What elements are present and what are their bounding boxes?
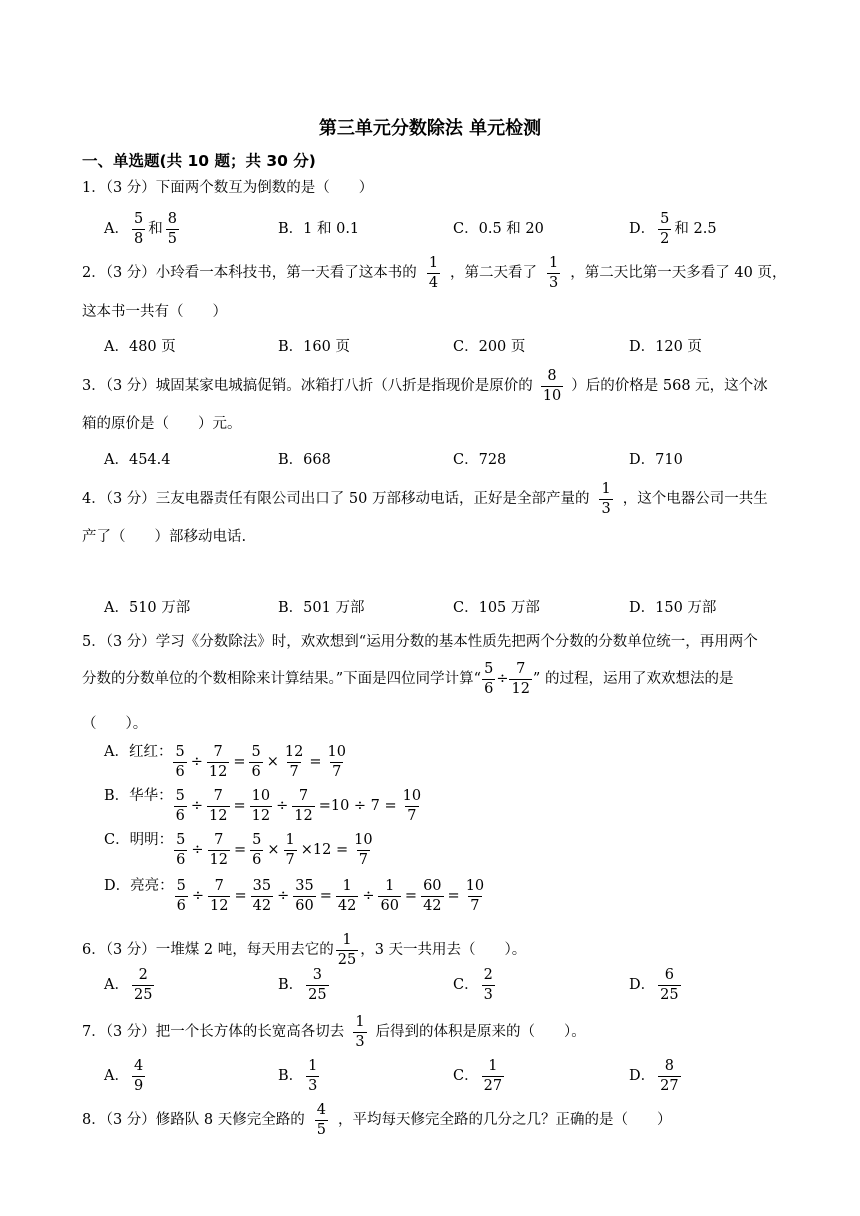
- fraction: $\frac{8}{5}$: [167, 211, 177, 247]
- fraction: $\frac{10}{7}$: [354, 832, 373, 868]
- question-5-line2: 分数的分数单位的个数相除来计算结果。”下面是四位同学计算“ $\frac{5}{6}$ ÷ $\frac{7}{12}$ ” 的过程，运用了欢欢想法的是: [82, 661, 734, 697]
- question-6-option-a: A． $\frac{2}{25}$: [104, 967, 153, 1003]
- question-4-option-a: A．510 万部: [104, 600, 191, 616]
- operator: ÷: [191, 888, 205, 904]
- question-4-option-b: B．501 万部: [278, 600, 365, 616]
- fraction: $\frac{8}{27}$: [660, 1058, 679, 1094]
- expression: [174, 879, 488, 913]
- fraction: $\frac{5}{2}$: [660, 211, 670, 247]
- fraction: $\frac{10}{7}$: [465, 878, 485, 914]
- operator: =: [404, 888, 418, 904]
- fraction: $\frac{1}{3}$: [549, 255, 559, 291]
- fraction: $\frac{5}{6}$: [252, 832, 262, 868]
- question-5-option-d: D．亮亮： $\frac{5}{6}$ ÷ $\frac{7}{12}$ = $\frac{35}{42}$ ÷ $\frac{35}{60}$ = $\frac{1}{42}$ ÷ $\frac{1}{60}$ = $\frac{60}{42}$ = $\frac{10}{7}$: [104, 876, 487, 913]
- operator: =10 ÷ 7 =: [318, 798, 397, 814]
- question-2-option-a: A．480 页: [104, 339, 176, 355]
- question-5-option-c: C．明明： $\frac{5}{6}$ ÷ $\frac{7}{12}$ = $\frac{5}{6}$ × $\frac{1}{7}$ ×12 = $\frac{10}{7}$: [104, 830, 376, 867]
- operator: ÷: [191, 842, 204, 858]
- fraction: $\frac{5}{6}$: [251, 744, 261, 780]
- fraction: $\frac{7}{12}$: [208, 744, 228, 780]
- question-3-option-a: A．454.4: [104, 452, 171, 468]
- operator: =: [233, 754, 246, 770]
- fraction: $\frac{1}{27}$: [483, 1058, 503, 1094]
- operator: =: [234, 888, 247, 904]
- question-6-stem: 6．（3 分）一堆煤 2 吨，每天用去它的 $\frac{1}{25}$ ，3 天一共用去（ ）。: [82, 932, 527, 968]
- fraction: $\frac{1}{25}$: [337, 932, 357, 968]
- fraction: $\frac{1}{3}$: [601, 481, 611, 517]
- fraction: $\frac{7}{12}$: [210, 878, 229, 914]
- question-1-option-d: D． $\frac{5}{2}$ 和 2.5: [629, 211, 717, 247]
- question-5-line3: （ ）。: [82, 716, 148, 732]
- operator: ÷: [190, 754, 203, 770]
- question-7-option-d: D． $\frac{8}{27}$: [629, 1058, 679, 1094]
- fraction: $\frac{60}{42}$: [423, 878, 442, 914]
- question-1-option-a: A． $\frac{5}{8}$ 和 $\frac{8}{5}$: [104, 211, 177, 247]
- question-3-option-b: B．668: [278, 452, 331, 468]
- question-3-option-c: C．728: [453, 452, 507, 468]
- question-2-option-b: B．160 页: [278, 339, 350, 355]
- operator: ×12 =: [300, 842, 349, 858]
- fraction: $\frac{12}{7}$: [284, 744, 304, 780]
- operator: =: [233, 798, 246, 814]
- fraction: $\frac{10}{7}$: [327, 744, 346, 780]
- question-1-option-b: B．1 和 0.1: [278, 221, 360, 237]
- question-8-stem: 8．（3 分）修路队 8 天修完全路的 $\frac{4}{5}$ ，平均每天修完全路的几分之几？正确的是（ ）: [82, 1102, 672, 1138]
- question-1-stem: 1．（3 分）下面两个数互为倒数的是（ ）: [82, 180, 374, 196]
- fraction: $\frac{7}{12}$: [209, 832, 228, 868]
- fraction: $\frac{7}{12}$: [511, 661, 530, 697]
- question-4-line2: 产了（ ）部移动电话.: [82, 529, 247, 545]
- fraction: $\frac{1}{3}$: [355, 1014, 365, 1050]
- fraction: $\frac{6}{25}$: [660, 967, 679, 1003]
- section-heading: 一、单选题(共 10 题；共 30 分): [82, 152, 316, 170]
- question-1-option-c: C．0.5 和 20: [453, 221, 544, 237]
- fraction: $\frac{5}{6}$: [176, 832, 186, 868]
- question-4-option-d: D．150 万部: [629, 600, 717, 616]
- operator: =: [309, 754, 322, 770]
- fraction: $\frac{1}{42}$: [337, 878, 357, 914]
- expression: [173, 789, 424, 823]
- question-4-option-c: C．105 万部: [453, 600, 540, 616]
- fraction: $\frac{4}{5}$: [316, 1102, 326, 1138]
- fraction: $\frac{1}{3}$: [308, 1058, 318, 1094]
- fraction: $\frac{7}{12}$: [294, 788, 313, 824]
- question-3-line2: 箱的原价是（ ）元。: [82, 416, 242, 432]
- question-7-option-b: B． $\frac{1}{3}$: [278, 1058, 318, 1094]
- question-7-option-a: A． $\frac{4}{9}$: [104, 1058, 144, 1094]
- fraction: $\frac{8}{10}$: [542, 368, 562, 404]
- operator: =: [233, 842, 247, 858]
- question-2-line2: 这本书一共有（ ）: [82, 304, 227, 320]
- operator: =: [447, 888, 460, 904]
- expression: [172, 745, 348, 779]
- fraction: $\frac{10}{12}$: [251, 788, 271, 824]
- fraction: $\frac{1}{4}$: [428, 255, 439, 291]
- fraction: $\frac{5}{6}$: [175, 788, 185, 824]
- question-5-option-a: A．红红： $\frac{5}{6}$ ÷ $\frac{7}{12}$ = $\frac{5}{6}$ × $\frac{12}{7}$ = $\frac{10}{7}$: [104, 742, 349, 779]
- fraction: $\frac{5}{6}$: [484, 661, 494, 697]
- question-3-stem: 3．（3 分）城固某家电城搞促销。冰箱打八折（八折是指现价是原价的 $\frac{8}{10}$ ）后的价格是 568 元，这个冰: [82, 368, 768, 404]
- fraction: $\frac{5}{6}$: [175, 744, 185, 780]
- fraction: $\frac{1}{60}$: [380, 878, 399, 914]
- fraction: $\frac{35}{60}$: [295, 878, 314, 914]
- page-title: 第三单元分数除法 单元检测: [318, 118, 542, 139]
- expression: [173, 833, 375, 867]
- question-2-option-d: D．120 页: [629, 339, 702, 355]
- fraction: $\frac{2}{25}$: [133, 967, 153, 1003]
- question-7-option-c: C． $\frac{1}{27}$: [453, 1058, 503, 1094]
- question-5-line1: 5．（3 分）学习《分数除法》时，欢欢想到“运用分数的基本性质先把两个分数的分数单位统一，再用两个: [82, 634, 758, 650]
- fraction: $\frac{5}{6}$: [176, 878, 186, 914]
- operator: ÷: [362, 888, 375, 904]
- question-2-option-c: C．200 页: [453, 339, 526, 355]
- operator: ×: [266, 754, 279, 770]
- question-6-option-c: C． $\frac{2}{3}$: [453, 967, 493, 1003]
- operator: ÷: [276, 798, 289, 814]
- operator: ×: [267, 842, 280, 858]
- question-6-option-b: B． $\frac{3}{25}$: [278, 967, 327, 1003]
- question-4-stem: 4．（3 分）三友电器责任有限公司出口了 50 万部移动电话，正好是全部产量的 $\frac{1}{3}$ ，这个电器公司一共生: [82, 481, 768, 517]
- operator: ÷: [190, 798, 204, 814]
- fraction: $\frac{5}{8}$: [133, 211, 144, 247]
- question-2-stem: 2．（3 分）小玲看一本科技书，第一天看了这本书的 $\frac{1}{4}$ ，第二天看了 $\frac{1}{3}$ ，第二天比第一天多看了 40 页，: [82, 255, 787, 291]
- fraction: $\frac{10}{7}$: [402, 788, 422, 824]
- fraction: $\frac{35}{42}$: [252, 878, 272, 914]
- operator: ÷: [277, 888, 290, 904]
- fraction: $\frac{2}{3}$: [483, 967, 493, 1003]
- operator: =: [319, 888, 332, 904]
- fraction: $\frac{7}{12}$: [209, 788, 228, 824]
- question-6-option-d: D． $\frac{6}{25}$: [629, 967, 679, 1003]
- fraction: $\frac{3}{25}$: [308, 967, 327, 1003]
- question-3-option-d: D．710: [629, 452, 683, 468]
- question-5-option-b: B．华华： $\frac{5}{6}$ ÷ $\frac{7}{12}$ = $\frac{10}{12}$ ÷ $\frac{7}{12}$ =10 ÷ 7 = $\frac{10}{7}$: [104, 786, 424, 823]
- fraction: $\frac{1}{7}$: [285, 832, 295, 868]
- question-7-stem: 7．（3 分）把一个长方体的长宽高各切去 $\frac{1}{3}$ 后得到的体积是原来的（ ）。: [82, 1014, 586, 1050]
- option-label: A．: [104, 221, 129, 237]
- fraction: $\frac{4}{9}$: [133, 1058, 144, 1094]
